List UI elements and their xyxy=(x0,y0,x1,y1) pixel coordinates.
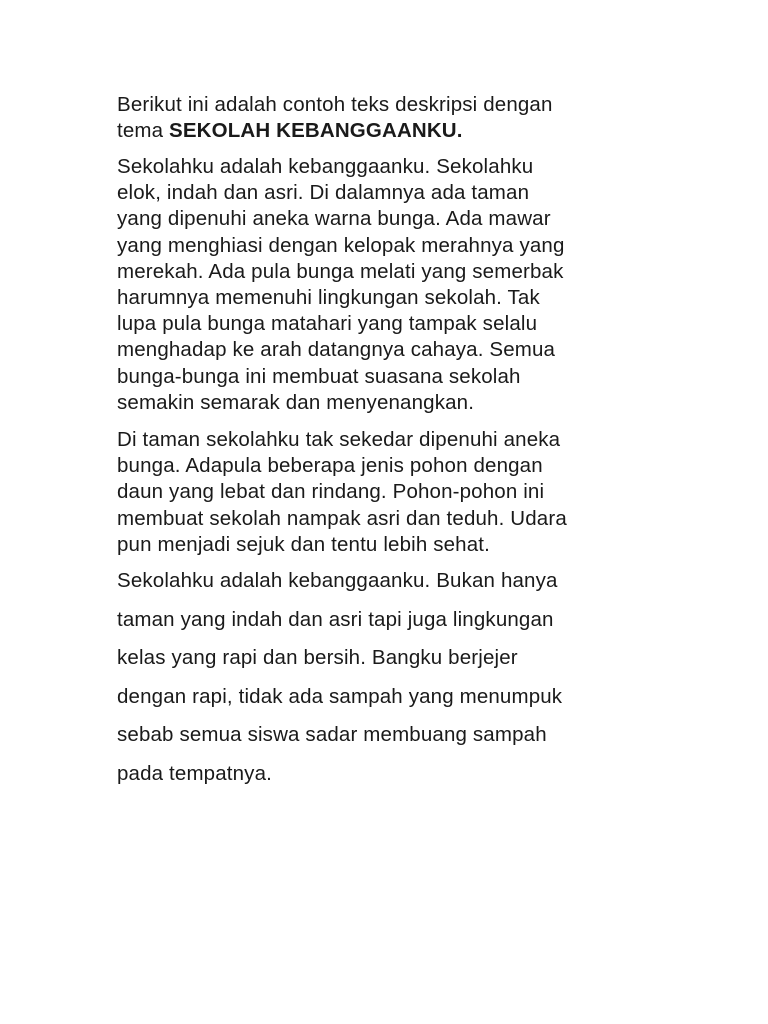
paragraph-line: pada tempatnya. xyxy=(117,762,272,786)
theme-title: SEKOLAH KEBANGGAANKU. xyxy=(169,119,463,142)
document-page xyxy=(117,92,657,794)
paragraph-line: Di taman sekolahku tak sekedar dipenuhi aneka xyxy=(117,428,561,452)
paragraph-line: Sekolahku adalah kebanggaanku. Sekolahku xyxy=(117,155,534,178)
paragraph-3 xyxy=(117,562,657,794)
paragraph-line: lupa pula bunga matahari yang tampak selalu xyxy=(117,312,538,336)
paragraph-line: Sekolahku adalah kebanggaanku. Bukan hanya xyxy=(117,569,558,593)
paragraph-line: menghadap ke arah datangnya cahaya. Semua xyxy=(117,338,556,362)
paragraph-line: sebab semua siswa sadar membuang sampah xyxy=(117,723,547,747)
paragraph-line: membuat sekolah nampak asri dan teduh. Udara xyxy=(117,506,567,530)
paragraph-line: yang dipenuhi aneka warna bunga. Ada mawar xyxy=(117,207,551,231)
intro-prefix: tema xyxy=(117,119,170,142)
paragraph-1 xyxy=(117,154,657,416)
paragraph-line: harumnya memenuhi lingkungan sekolah. Tak xyxy=(117,286,540,310)
paragraph-line: taman yang indah dan asri tapi juga lingkungan xyxy=(117,607,554,631)
intro-paragraph xyxy=(117,92,657,144)
paragraph-line: bunga-bunga ini membuat suasana sekolah xyxy=(117,364,521,388)
intro-line-1: Berikut ini adalah contoh teks deskripsi dengan xyxy=(117,93,553,116)
paragraph-line: merekah. Ada pula bunga melati yang semerbak xyxy=(117,259,564,283)
intro-line-2 xyxy=(117,118,657,144)
paragraph-line: semakin semarak dan menyenangkan. xyxy=(117,390,475,414)
paragraph-line: kelas yang rapi dan bersih. Bangku berjejer xyxy=(117,646,518,670)
paragraph-line: yang menghiasi dengan kelopak merahnya yang xyxy=(117,233,565,257)
paragraph-line: daun yang lebat dan rindang. Pohon-pohon ini xyxy=(117,480,545,504)
paragraph-line: bunga. Adapula beberapa jenis pohon dengan xyxy=(117,454,543,478)
paragraph-line: elok, indah dan asri. Di dalamnya ada taman xyxy=(117,181,530,205)
paragraph-line: pun menjadi sejuk dan tentu lebih sehat. xyxy=(117,532,490,556)
paragraph-line: dengan rapi, tidak ada sampah yang menumpuk xyxy=(117,684,563,708)
paragraph-2 xyxy=(117,427,657,558)
